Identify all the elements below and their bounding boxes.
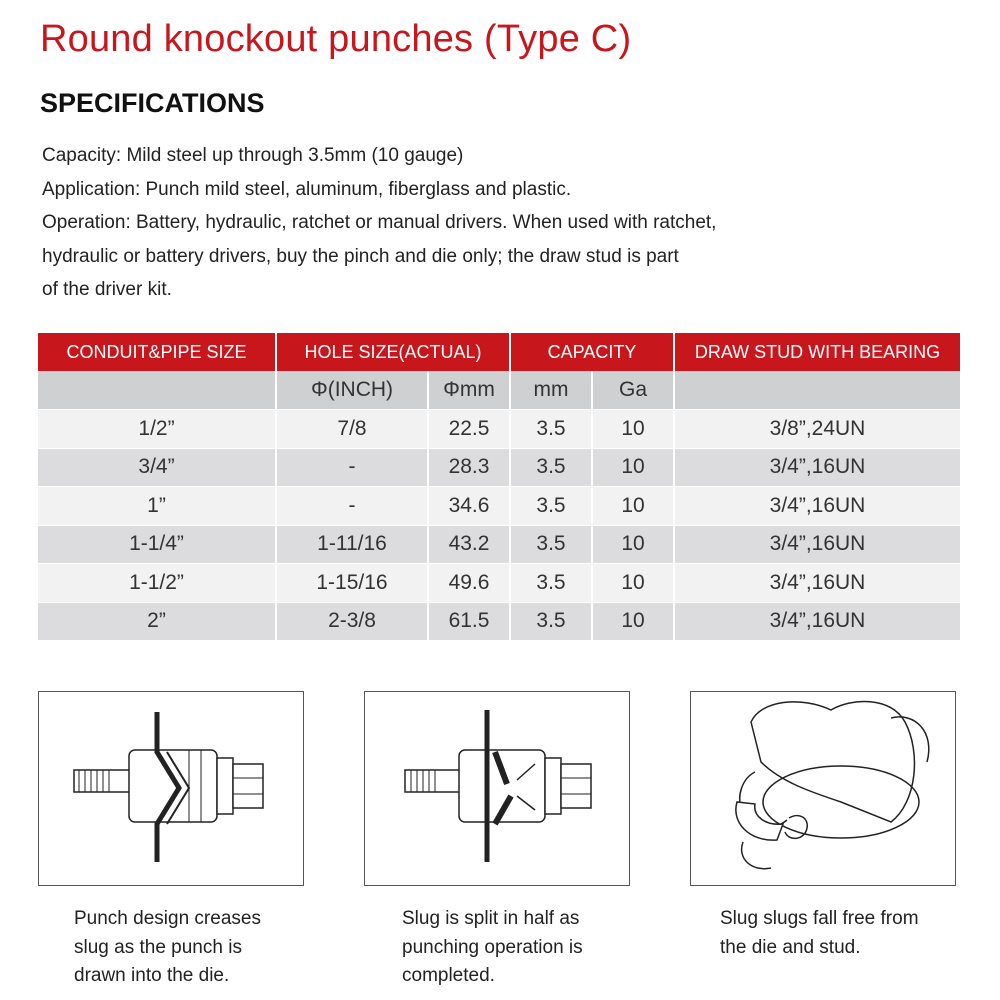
table-cell: 1/2” <box>38 410 276 449</box>
slug-split-illustration <box>365 692 629 885</box>
table-row <box>38 525 960 564</box>
table-cell: 10 <box>592 525 674 564</box>
table-cell: 28.3 <box>428 448 510 487</box>
subheader-cell <box>674 371 960 410</box>
table-cell: 3/4”,16UN <box>674 602 960 641</box>
table-cell: 1-1/4” <box>38 525 276 564</box>
table-header-row <box>38 333 960 371</box>
table-cell: 2” <box>38 602 276 641</box>
specifications-heading: SPECIFICATIONS <box>40 88 265 118</box>
caption-line: Punch design creases <box>74 908 261 929</box>
header-hole-size: HOLE SIZE(ACTUAL) <box>276 333 510 371</box>
table-cell: 1-15/16 <box>276 564 428 603</box>
table-cell: 3.5 <box>510 410 592 449</box>
table-cell: 10 <box>592 487 674 526</box>
table-cell: 3.5 <box>510 564 592 603</box>
header-draw-stud: DRAW STUD WITH BEARING <box>674 333 960 371</box>
table-cell: 3.5 <box>510 448 592 487</box>
figure-slug-falling <box>690 691 956 886</box>
table-cell: 1” <box>38 487 276 526</box>
table-cell: 10 <box>592 564 674 603</box>
spec-line-operation-cont: hydraulic or battery drivers, buy the pinch and die only; the draw stud is part <box>42 245 679 267</box>
caption-line: the die and stud. <box>720 936 861 958</box>
page-title: Round knockout punches (Type C) <box>40 18 632 60</box>
caption-slug-split <box>402 905 622 991</box>
table-cell: 3/4”,16UN <box>674 525 960 564</box>
table-cell: 3/4”,16UN <box>674 487 960 526</box>
subheader-cell: Ga <box>592 371 674 410</box>
table-cell: 49.6 <box>428 564 510 603</box>
subheader-cell: mm <box>510 371 592 410</box>
table-row <box>38 487 960 526</box>
specifications-table <box>38 333 960 641</box>
header-capacity: CAPACITY <box>510 333 674 371</box>
table-cell: 10 <box>592 410 674 449</box>
caption-line: punching operation is <box>402 936 583 958</box>
table-cell: - <box>276 448 428 487</box>
table-cell: - <box>276 487 428 526</box>
subheader-cell: Φmm <box>428 371 510 410</box>
table-cell: 3/4”,16UN <box>674 564 960 603</box>
punch-crease-illustration <box>39 692 303 885</box>
table-cell: 3.5 <box>510 602 592 641</box>
table-cell: 1-1/2” <box>38 564 276 603</box>
table-cell: 61.5 <box>428 602 510 641</box>
caption-line: drawn into the die. <box>74 965 230 986</box>
table-cell: 43.2 <box>428 525 510 564</box>
table-cell: 10 <box>592 448 674 487</box>
caption-line: Slug is split in half as <box>402 908 580 929</box>
subheader-cell: Φ(INCH) <box>276 371 428 410</box>
table-cell: 3/4”,16UN <box>674 448 960 487</box>
header-conduit-size: CONDUIT&PIPE SIZE <box>38 333 276 371</box>
table-row <box>38 602 960 641</box>
figure-punch-crease <box>38 691 304 886</box>
table-cell: 3/8”,24UN <box>674 410 960 449</box>
table-row <box>38 410 960 449</box>
table-cell: 7/8 <box>276 410 428 449</box>
table-cell: 3.5 <box>510 525 592 564</box>
table-subheader-row <box>38 371 960 410</box>
table-cell: 10 <box>592 602 674 641</box>
caption-line: Slug slugs fall free from <box>720 908 919 929</box>
table-cell: 3/4” <box>38 448 276 487</box>
caption-line: slug as the punch is <box>74 936 242 958</box>
spec-line-operation-end: of the driver kit. <box>42 279 172 300</box>
table-cell: 2-3/8 <box>276 602 428 641</box>
table-cell: 22.5 <box>428 410 510 449</box>
spec-line-application: Application: Punch mild steel, aluminum, fiberglass and plastic. <box>42 178 572 200</box>
caption-punch-crease <box>74 905 294 991</box>
specifications-text <box>42 139 942 307</box>
subheader-cell <box>38 371 276 410</box>
slug-falling-illustration <box>691 692 955 885</box>
table-row <box>38 448 960 487</box>
caption-line: completed. <box>402 965 495 986</box>
spec-line-operation: Operation: Battery, hydraulic, ratchet or manual drivers. When used with ratchet, <box>42 212 717 233</box>
spec-line-capacity: Capacity: Mild steel up through 3.5mm (10 gauge) <box>42 145 464 166</box>
caption-slug-falling <box>720 905 960 962</box>
table-row <box>38 564 960 603</box>
table-cell: 1-11/16 <box>276 525 428 564</box>
table-cell: 34.6 <box>428 487 510 526</box>
table-cell: 3.5 <box>510 487 592 526</box>
figure-slug-split <box>364 691 630 886</box>
